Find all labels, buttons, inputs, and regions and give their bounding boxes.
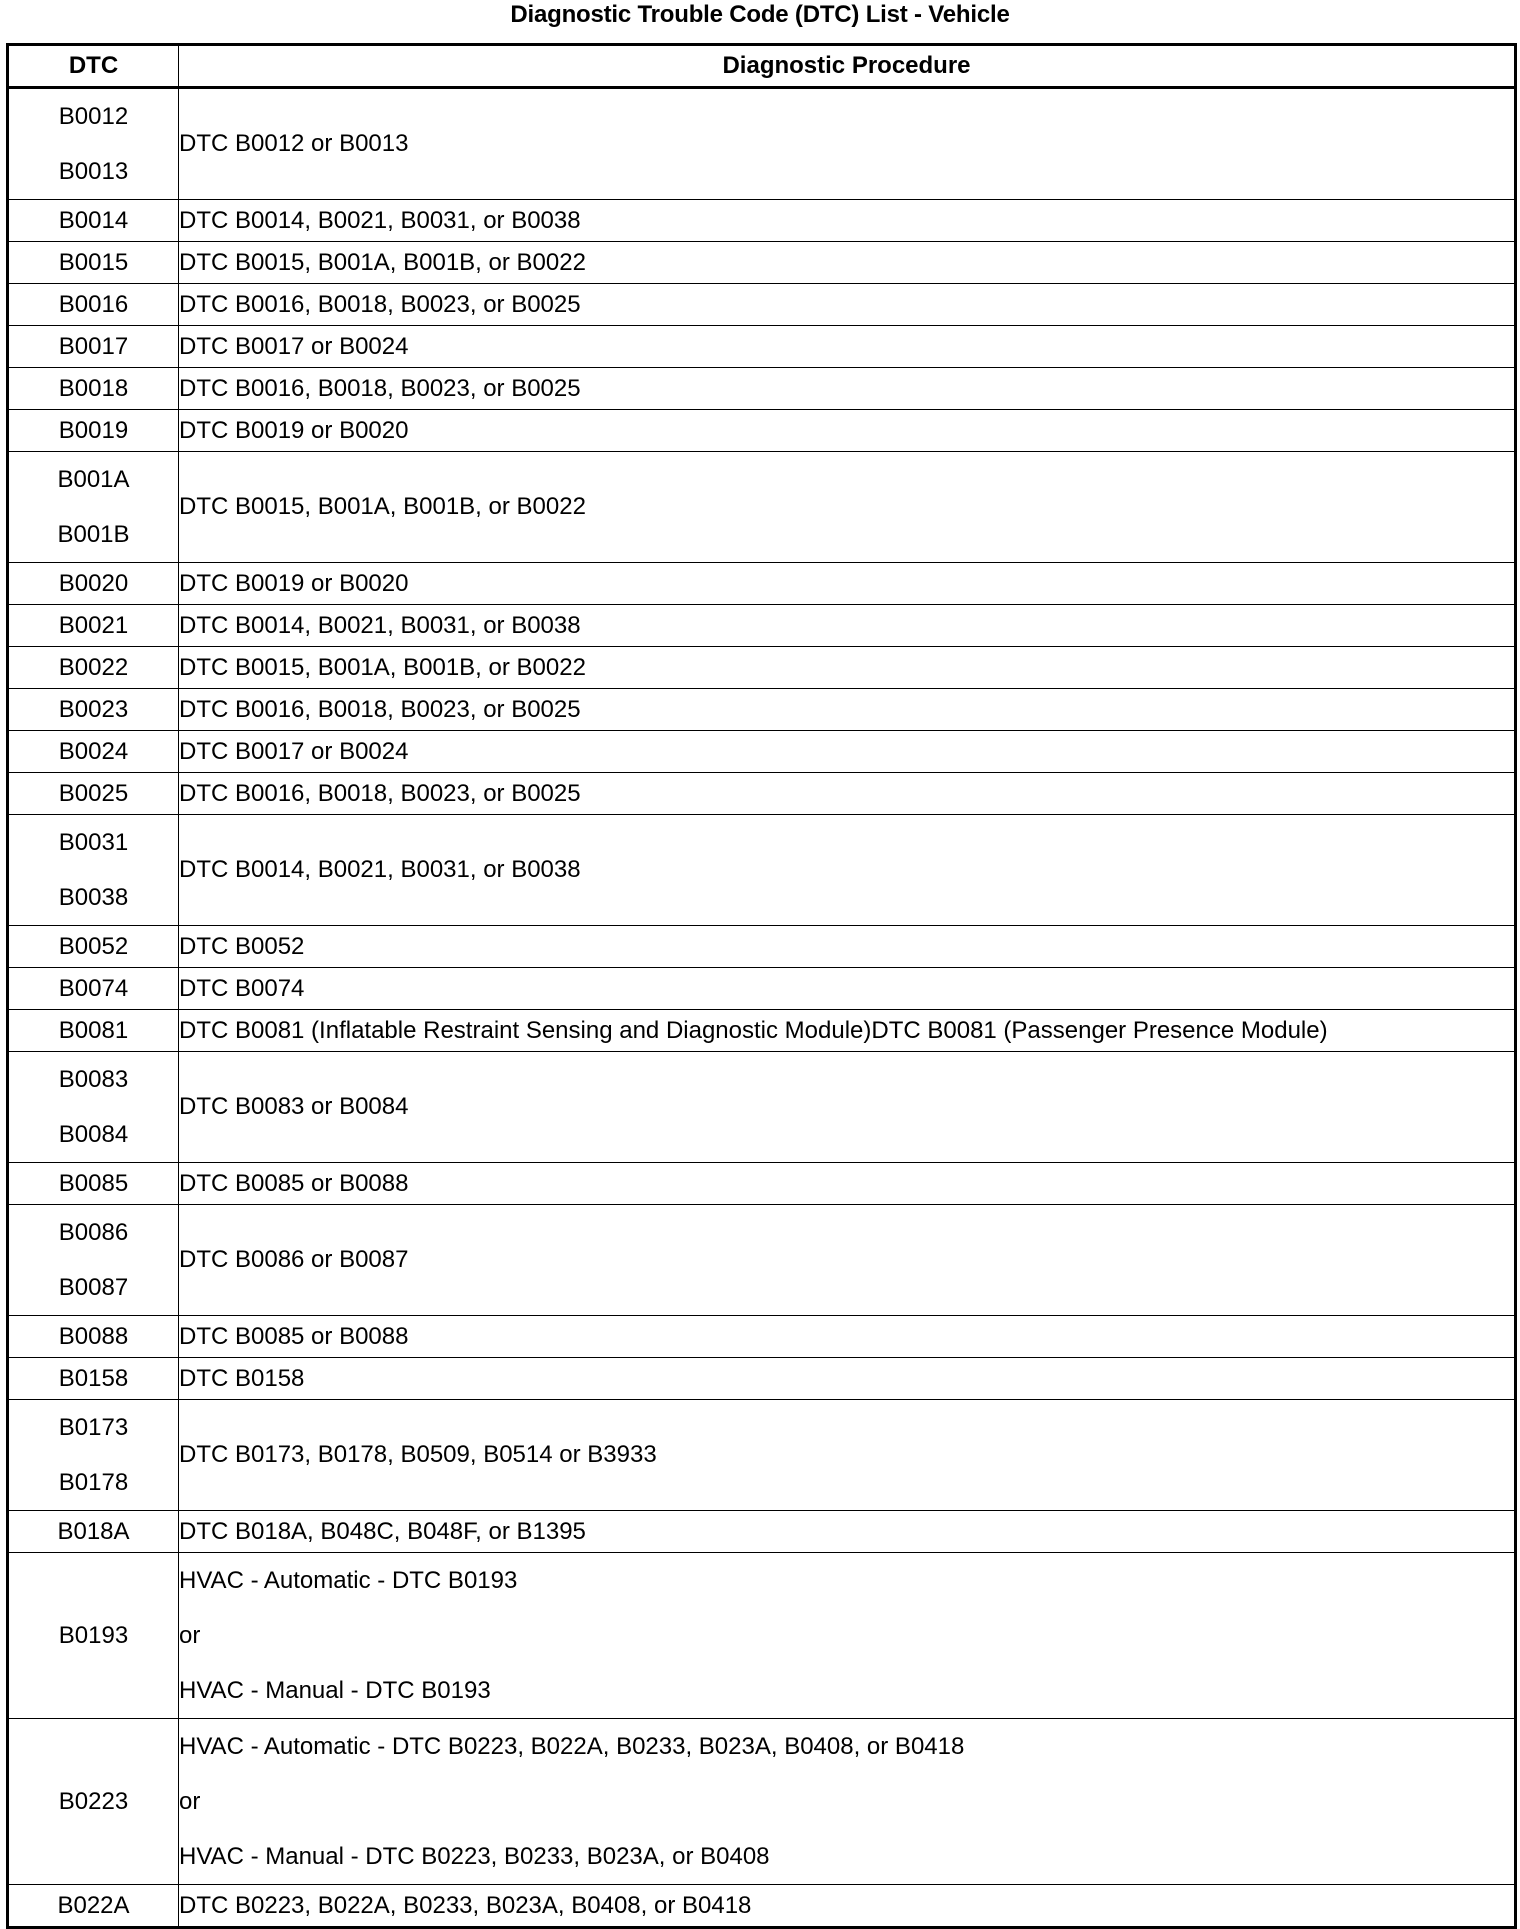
dtc-code: B0016 <box>58 290 129 318</box>
dtc-code: B0052 <box>58 932 129 960</box>
dtc-code-cell <box>8 1358 179 1400</box>
dtc-code-cell <box>8 1163 179 1205</box>
dtc-code-cell <box>8 1052 179 1163</box>
dtc-code: B0019 <box>58 416 129 444</box>
diagnostic-procedure-text: or <box>179 1788 201 1815</box>
dtc-code-cell <box>8 1316 179 1358</box>
dtc-code-cell <box>8 815 179 926</box>
diagnostic-procedure-cell <box>179 1511 1516 1553</box>
diagnostic-procedure-cell <box>179 815 1516 926</box>
table-row <box>8 689 1516 731</box>
dtc-code-cell <box>8 1010 179 1052</box>
dtc-table <box>6 43 1517 1929</box>
table-row <box>8 368 1516 410</box>
diagnostic-procedure-text: HVAC - Automatic - DTC B0223, B022A, B0233, B023A, B0408, or B0418 <box>179 1733 965 1760</box>
diagnostic-procedure-cell <box>179 773 1516 815</box>
diagnostic-procedure-cell <box>179 1010 1516 1052</box>
dtc-code: B0087 <box>58 1274 129 1301</box>
diagnostic-procedure-cell <box>179 1205 1516 1316</box>
dtc-code: B0081 <box>58 1016 129 1044</box>
dtc-code-cell <box>8 1553 179 1719</box>
dtc-code-cell <box>8 88 179 200</box>
diagnostic-procedure-cell <box>179 242 1516 284</box>
table-row <box>8 563 1516 605</box>
dtc-code-cell <box>8 1719 179 1885</box>
diagnostic-procedure-text: DTC B0016, B0018, B0023, or B0025 <box>179 290 581 318</box>
dtc-code: B0085 <box>58 1169 129 1197</box>
diagnostic-procedure-text: DTC B018A, B048C, B048F, or B1395 <box>179 1517 586 1545</box>
dtc-code: B001A <box>57 466 130 493</box>
diagnostic-procedure-text: DTC B0014, B0021, B0031, or B0038 <box>179 206 581 234</box>
diagnostic-procedure-text: DTC B0086 or B0087 <box>179 1246 409 1273</box>
dtc-code: B0084 <box>58 1121 129 1148</box>
dtc-code-cell <box>8 200 179 242</box>
dtc-code: B0021 <box>58 611 129 639</box>
dtc-code: B0031 <box>58 829 129 856</box>
dtc-code: B0083 <box>58 1066 129 1093</box>
dtc-code: B018A <box>57 1517 130 1545</box>
diagnostic-procedure-cell <box>179 88 1516 200</box>
diagnostic-procedure-cell <box>179 731 1516 773</box>
table-row <box>8 1553 1516 1719</box>
diagnostic-procedure-text: DTC B0016, B0018, B0023, or B0025 <box>179 374 581 402</box>
table-row <box>8 88 1516 200</box>
diagnostic-procedure-cell <box>179 1885 1516 1928</box>
diagnostic-procedure-cell <box>179 1400 1516 1511</box>
dtc-code: B0013 <box>58 158 129 185</box>
diagnostic-procedure-cell <box>179 647 1516 689</box>
diagnostic-procedure-text: DTC B0015, B001A, B001B, or B0022 <box>179 493 586 520</box>
diagnostic-procedure-text: DTC B0019 or B0020 <box>179 569 409 597</box>
diagnostic-procedure-cell <box>179 968 1516 1010</box>
dtc-code: B0038 <box>58 884 129 911</box>
dtc-code-cell <box>8 452 179 563</box>
diagnostic-procedure-cell <box>179 1358 1516 1400</box>
diagnostic-procedure-cell <box>179 1553 1516 1719</box>
table-row <box>8 200 1516 242</box>
dtc-code: B0088 <box>58 1322 129 1350</box>
diagnostic-procedure-cell <box>179 1316 1516 1358</box>
dtc-code-cell <box>8 731 179 773</box>
table-row <box>8 815 1516 926</box>
dtc-code-cell <box>8 1400 179 1511</box>
diagnostic-procedure-text: or <box>179 1622 201 1649</box>
diagnostic-procedure-cell <box>179 563 1516 605</box>
diagnostic-procedure-cell <box>179 410 1516 452</box>
dtc-code-cell <box>8 1885 179 1928</box>
table-row <box>8 1052 1516 1163</box>
diagnostic-procedure-text: DTC B0014, B0021, B0031, or B0038 <box>179 611 581 639</box>
dtc-code: B001B <box>57 521 130 548</box>
dtc-code: B0017 <box>58 332 129 360</box>
diagnostic-procedure-text: DTC B0014, B0021, B0031, or B0038 <box>179 856 581 883</box>
diagnostic-procedure-text: DTC B0085 or B0088 <box>179 1169 409 1197</box>
diagnostic-procedure-cell <box>179 926 1516 968</box>
diagnostic-procedure-cell <box>179 1052 1516 1163</box>
diagnostic-procedure-cell <box>179 200 1516 242</box>
dtc-code-cell <box>8 368 179 410</box>
diagnostic-procedure-text: DTC B0016, B0018, B0023, or B0025 <box>179 695 581 723</box>
diagnostic-procedure-cell <box>179 326 1516 368</box>
table-row <box>8 242 1516 284</box>
dtc-code: B0020 <box>58 569 129 597</box>
dtc-code: B0025 <box>58 779 129 807</box>
diagnostic-procedure-text: DTC B0016, B0018, B0023, or B0025 <box>179 779 581 807</box>
diagnostic-procedure-text: DTC B0074 <box>179 974 305 1002</box>
table-row <box>8 284 1516 326</box>
table-row <box>8 1316 1516 1358</box>
dtc-code-cell <box>8 1205 179 1316</box>
table-row <box>8 410 1516 452</box>
diagnostic-procedure-cell <box>179 605 1516 647</box>
diagnostic-procedure-text: DTC B0173, B0178, B0509, B0514 or B3933 <box>179 1441 657 1468</box>
table-row <box>8 1163 1516 1205</box>
diagnostic-procedure-text: HVAC - Manual - DTC B0193 <box>179 1677 491 1704</box>
table-row <box>8 926 1516 968</box>
dtc-code-cell <box>8 605 179 647</box>
dtc-code: B0014 <box>58 206 129 234</box>
dtc-code-cell <box>8 926 179 968</box>
dtc-code-cell <box>8 563 179 605</box>
diagnostic-procedure-text: DTC B0012 or B0013 <box>179 130 409 157</box>
diagnostic-procedure-text: DTC B0017 or B0024 <box>179 737 409 765</box>
dtc-code: B0074 <box>58 974 129 1002</box>
diagnostic-procedure-text: DTC B0085 or B0088 <box>179 1322 409 1350</box>
diagnostic-procedure-cell <box>179 689 1516 731</box>
table-row <box>8 1511 1516 1553</box>
diagnostic-procedure-cell <box>179 368 1516 410</box>
dtc-column-header: DTC <box>8 45 179 88</box>
dtc-code-cell <box>8 968 179 1010</box>
diagnostic-procedure-cell <box>179 1163 1516 1205</box>
table-row <box>8 1358 1516 1400</box>
dtc-code: B0086 <box>58 1219 129 1246</box>
diagnostic-procedure-text: DTC B0015, B001A, B001B, or B0022 <box>179 653 586 681</box>
dtc-code: B022A <box>57 1891 130 1919</box>
dtc-code-cell <box>8 326 179 368</box>
diagnostic-procedure-cell <box>179 284 1516 326</box>
procedure-column-header: Diagnostic Procedure <box>179 45 1516 88</box>
table-row <box>8 452 1516 563</box>
table-row <box>8 1205 1516 1316</box>
dtc-code: B0022 <box>58 653 129 681</box>
dtc-code: B0193 <box>58 1621 129 1649</box>
table-row <box>8 647 1516 689</box>
diagnostic-procedure-text: DTC B0052 <box>179 932 305 960</box>
dtc-code-cell <box>8 410 179 452</box>
table-row <box>8 773 1516 815</box>
dtc-table-body <box>8 88 1516 1928</box>
diagnostic-procedure-text: DTC B0158 <box>179 1364 305 1392</box>
table-row <box>8 968 1516 1010</box>
dtc-code-cell <box>8 242 179 284</box>
diagnostic-procedure-cell <box>179 452 1516 563</box>
diagnostic-procedure-text: DTC B0223, B022A, B0233, B023A, B0408, or B0418 <box>179 1891 752 1919</box>
dtc-code: B0178 <box>58 1469 129 1496</box>
table-row <box>8 1885 1516 1928</box>
dtc-code: B0024 <box>58 737 129 765</box>
dtc-code-cell <box>8 284 179 326</box>
dtc-code-cell <box>8 647 179 689</box>
table-row <box>8 1010 1516 1052</box>
table-row <box>8 1719 1516 1885</box>
page-title: Diagnostic Trouble Code (DTC) List - Vehicle <box>510 1 1010 28</box>
table-row <box>8 605 1516 647</box>
diagnostic-procedure-text: DTC B0015, B001A, B001B, or B0022 <box>179 248 586 276</box>
diagnostic-procedure-text: HVAC - Automatic - DTC B0193 <box>179 1567 518 1594</box>
diagnostic-procedure-text: DTC B0083 or B0084 <box>179 1093 409 1120</box>
table-header-row <box>8 45 1516 88</box>
dtc-code-cell <box>8 1511 179 1553</box>
dtc-code: B0158 <box>58 1364 129 1392</box>
diagnostic-procedure-text: DTC B0081 (Inflatable Restraint Sensing and Diagnostic Module)DTC B0081 (Passenger Presence Module) <box>179 1016 1328 1044</box>
dtc-code: B0223 <box>58 1787 129 1815</box>
dtc-code: B0173 <box>58 1414 129 1441</box>
dtc-code: B0018 <box>58 374 129 402</box>
dtc-code: B0015 <box>58 248 129 276</box>
table-row <box>8 326 1516 368</box>
table-row <box>8 1400 1516 1511</box>
diagnostic-procedure-cell <box>179 1719 1516 1885</box>
dtc-code: B0012 <box>58 103 129 130</box>
dtc-code: B0023 <box>58 695 129 723</box>
diagnostic-procedure-text: HVAC - Manual - DTC B0223, B0233, B023A, or B0408 <box>179 1843 770 1870</box>
dtc-code-cell <box>8 773 179 815</box>
diagnostic-procedure-text: DTC B0017 or B0024 <box>179 332 409 360</box>
dtc-code-cell <box>8 689 179 731</box>
diagnostic-procedure-text: DTC B0019 or B0020 <box>179 416 409 444</box>
table-row <box>8 731 1516 773</box>
